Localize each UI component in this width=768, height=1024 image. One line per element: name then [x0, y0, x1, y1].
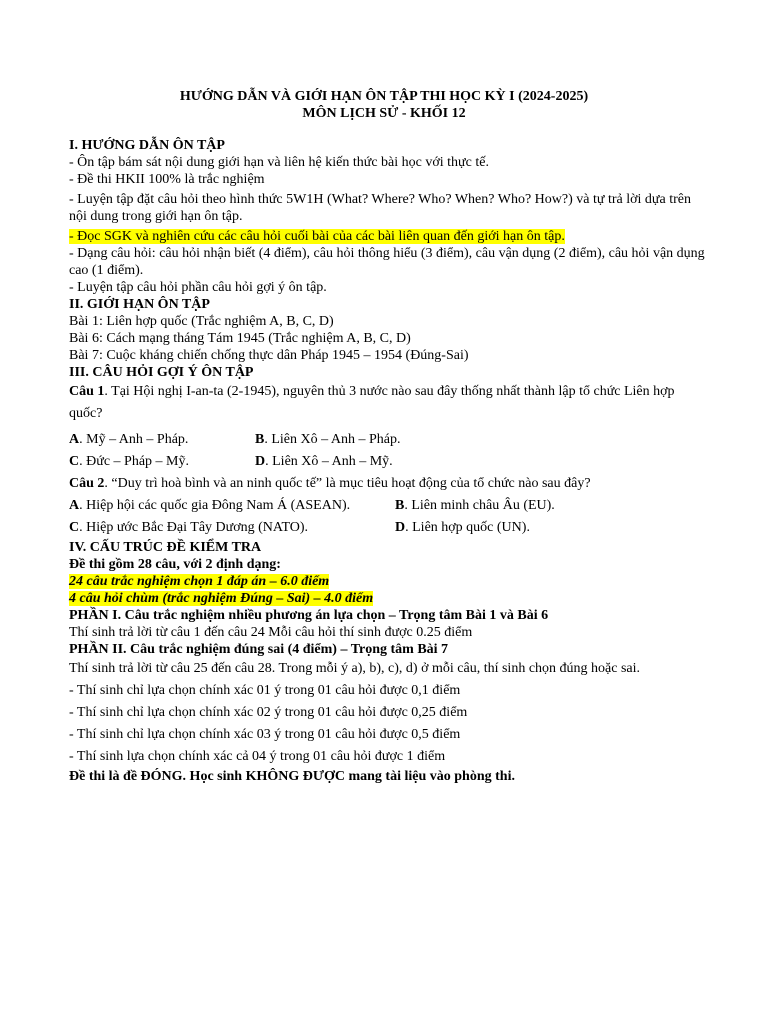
document-body: [69, 137, 709, 785]
scoring-rule: - Thí sinh chỉ lựa chọn chính xác 03 ý trong 01 câu hỏi được 0,5 điểm: [69, 727, 461, 742]
option-c: C. Hiệp ước Bắc Đại Tây Dương (NATO).: [69, 520, 309, 535]
document-title: [0, 88, 768, 122]
question-2-options-row-2: [69, 517, 709, 539]
option-b: B. Liên Xô – Anh – Pháp.: [255, 432, 401, 447]
option-d: D. Liên Xô – Anh – Mỹ.: [255, 454, 393, 469]
guide-item: - Luyện tập câu hỏi phần câu hỏi gợi ý ôn tập.: [69, 280, 327, 295]
guide-item: - Ôn tập bám sát nội dung giới hạn và liên hệ kiến thức bài học với thực tế.: [69, 155, 489, 170]
scoring-rule: - Thí sinh lựa chọn chính xác cả 04 ý trong 01 câu hỏi được 1 điểm: [69, 749, 446, 764]
scoring-rule: - Thí sinh chỉ lựa chọn chính xác 01 ý trong 01 câu hỏi được 0,1 điểm: [69, 683, 461, 698]
question-1-options-row-2: [69, 451, 709, 473]
guide-item: - Dạng câu hỏi: câu hỏi nhận biết (4 điểm), câu hỏi thông hiểu (3 điểm), câu vận dụng (2 điểm), câu hỏi vận dụng cao (1 điểm).: [69, 246, 705, 278]
guide-item-highlighted: [69, 228, 709, 245]
highlighted-text: - Đọc SGK và nghiên cứu các câu hỏi cuối bài của các bài liên quan đến giới hạn ôn tập.: [69, 229, 565, 244]
part-1-heading: PHẦN I. Câu trắc nghiệm nhiều phương án lựa chọn – Trọng tâm Bài 1 và Bài 6: [69, 608, 549, 623]
closing-note: Đề thi là đề ĐÓNG. Học sinh KHÔNG ĐƯỢC mang tài liệu vào phòng thi.: [69, 769, 515, 784]
title-line-1: HƯỚNG DẪN VÀ GIỚI HẠN ÔN TẬP THI HỌC KỲ I (2024-2025): [179, 89, 589, 104]
part-2-heading: PHẦN II. Câu trắc nghiệm đúng sai (4 điểm) – Trọng tâm Bài 7: [69, 642, 449, 657]
section-2-heading: II. GIỚI HẠN ÔN TẬP: [69, 297, 210, 312]
exam-format-intro: Đề thi gồm 28 câu, với 2 định dạng:: [69, 557, 281, 572]
question-2: [69, 473, 709, 495]
question-2-options-row-1: [69, 495, 709, 517]
scope-item: Bài 7: Cuộc kháng chiến chống thực dân Pháp 1945 – 1954 (Đúng-Sai): [69, 348, 469, 363]
question-1-options-row-1: [69, 429, 709, 451]
part-1-text: Thí sinh trả lời từ câu 1 đến câu 24 Mỗi câu hỏi thí sinh được 0.25 điểm: [69, 625, 473, 640]
guide-item: - Luyện tập đặt câu hỏi theo hình thức 5W1H (What? Where? Who? When? Who? How?) và tự trả lời dựa trên nội dung trong giới hạn ôn tập.: [69, 192, 691, 224]
question-1-text: . Tại Hội nghị I-an-ta (2-1945), nguyên thủ 3 nước nào sau đây thống nhất thành lập tổ chức Liên hợp quốc?: [69, 384, 675, 421]
part-2-text: Thí sinh trả lời từ câu 25 đến câu 28. Trong mỗi ý a), b), c), d) ở mỗi câu, thí sinh chọn đúng hoặc sai.: [69, 661, 641, 676]
section-1-heading: I. HƯỚNG DẪN ÔN TẬP: [69, 138, 225, 153]
question-2-text: . “Duy trì hoà bình và an ninh quốc tế” là mục tiêu hoạt động của tổ chức nào sau đây?: [104, 476, 591, 491]
option-d: D. Liên hợp quốc (UN).: [395, 520, 530, 535]
option-a: A. Hiệp hội các quốc gia Đông Nam Á (ASEAN).: [69, 498, 351, 513]
section-3-heading: III. CÂU HỎI GỢI Ý ÔN TẬP: [69, 365, 254, 380]
scoring-rule: - Thí sinh chỉ lựa chọn chính xác 02 ý trong 01 câu hỏi được 0,25 điểm: [69, 705, 468, 720]
option-a: A. Mỹ – Anh – Pháp.: [69, 432, 189, 447]
exam-format-1: 24 câu trắc nghiệm chọn 1 đáp án – 6.0 điểm: [69, 574, 330, 589]
option-c: C. Đức – Pháp – Mỹ.: [69, 454, 189, 469]
guide-item: - Đề thi HKII 100% là trắc nghiệm: [69, 172, 265, 187]
scope-item: Bài 1: Liên hợp quốc (Trắc nghiệm A, B, C, D): [69, 314, 334, 329]
question-1: [69, 381, 709, 425]
title-line-2: MÔN LỊCH SỬ - KHỐI 12: [302, 106, 466, 121]
section-4-heading: IV. CẤU TRÚC ĐỀ KIỂM TRA: [69, 540, 262, 555]
question-1-label: Câu 1: [69, 384, 105, 399]
question-2-label: Câu 2: [69, 476, 105, 491]
option-b: B. Liên minh châu Âu (EU).: [395, 498, 555, 513]
exam-format-2: 4 câu hỏi chùm (trắc nghiệm Đúng – Sai) – 4.0 điểm: [69, 591, 374, 606]
scope-item: Bài 6: Cách mạng tháng Tám 1945 (Trắc nghiệm A, B, C, D): [69, 331, 411, 346]
